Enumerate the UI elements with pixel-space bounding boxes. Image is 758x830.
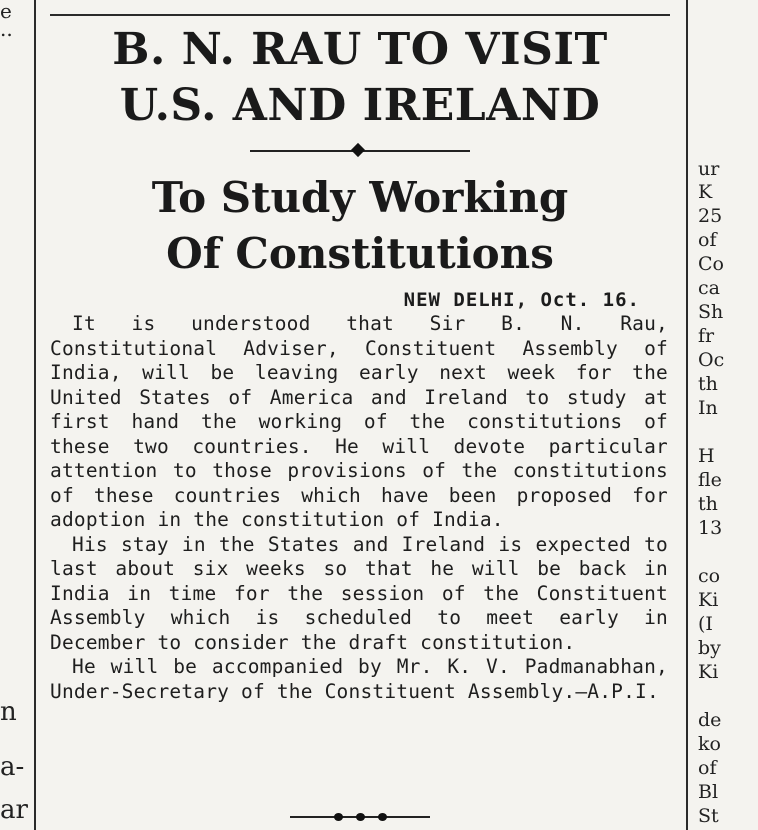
subheadline-line: Of Constitutions — [166, 229, 554, 278]
right-fragment: Co — [698, 253, 724, 275]
end-of-article-ornament — [290, 812, 430, 822]
right-fragment: ur — [698, 158, 720, 180]
right-fragment: K — [698, 181, 713, 203]
article-body — [50, 312, 668, 704]
right-fragment: Sh — [698, 301, 724, 323]
right-fragment: Oc — [698, 349, 725, 371]
news-article — [40, 22, 680, 704]
left-fragment: a- — [0, 752, 25, 782]
left-fragment: n — [0, 697, 17, 727]
right-fragment: (I — [698, 613, 713, 635]
headline — [40, 22, 680, 134]
left-fragment: ar — [0, 795, 28, 825]
paragraph: He will be accompanied by Mr. K. V. Padmanabhan, Under-Secretary of the Constituent Assembly.—A.P.I. — [50, 655, 668, 703]
right-fragment: In — [698, 397, 718, 419]
right-fragment: Ki — [698, 661, 719, 683]
paragraph: It is understood that Sir B. N. Rau, Constitutional Adviser, Constituent Assembly of India, will be leaving early next week for the United States of America and Ireland to study at first hand the working of the constitutions of these two countries. He will devote particular attention to those provisions of the constitutions of these countries which have been proposed for adoption in the constitution of India. — [50, 312, 668, 531]
right-fragment: de — [698, 709, 722, 731]
right-fragment: St — [698, 805, 719, 827]
right-fragment: of — [698, 757, 717, 779]
paragraph: His stay in the States and Ireland is expected to last about six weeks so that he will be back in India in time for the session of the Constituent Assembly which is scheduled to meet early in December to consider the draft constitution. — [50, 532, 668, 654]
dateline: NEW DELHI, Oct. 16. — [403, 289, 640, 311]
column-rule-right — [686, 0, 688, 830]
right-fragment: H — [698, 445, 715, 467]
right-fragment: co — [698, 565, 721, 587]
left-fragment: e — [0, 0, 12, 23]
subheadline-line: To Study Working — [151, 173, 569, 222]
right-fragment: ca — [698, 277, 720, 299]
adjacent-column-left — [0, 0, 32, 830]
adjacent-column-right — [698, 0, 725, 830]
right-fragment: th — [698, 373, 718, 395]
headline-divider-ornament — [250, 144, 470, 158]
subheadline — [40, 170, 680, 282]
right-fragment: by — [698, 637, 721, 659]
right-fragment: 13 — [698, 517, 723, 539]
right-fragment: ko — [698, 733, 721, 755]
left-fragment: .. — [0, 17, 13, 41]
right-fragment: th — [698, 493, 718, 515]
headline-line: B. N. RAU TO VISIT — [112, 24, 608, 75]
right-fragment: fr — [698, 325, 715, 347]
right-fragment: Ki — [698, 589, 719, 611]
top-rule — [50, 14, 670, 16]
right-fragment: Bl — [698, 781, 719, 803]
headline-line: U.S. AND IRELAND — [119, 80, 601, 131]
right-fragment: of — [698, 229, 717, 251]
right-fragment: fle — [698, 469, 722, 491]
right-fragment: 25 — [698, 205, 723, 227]
